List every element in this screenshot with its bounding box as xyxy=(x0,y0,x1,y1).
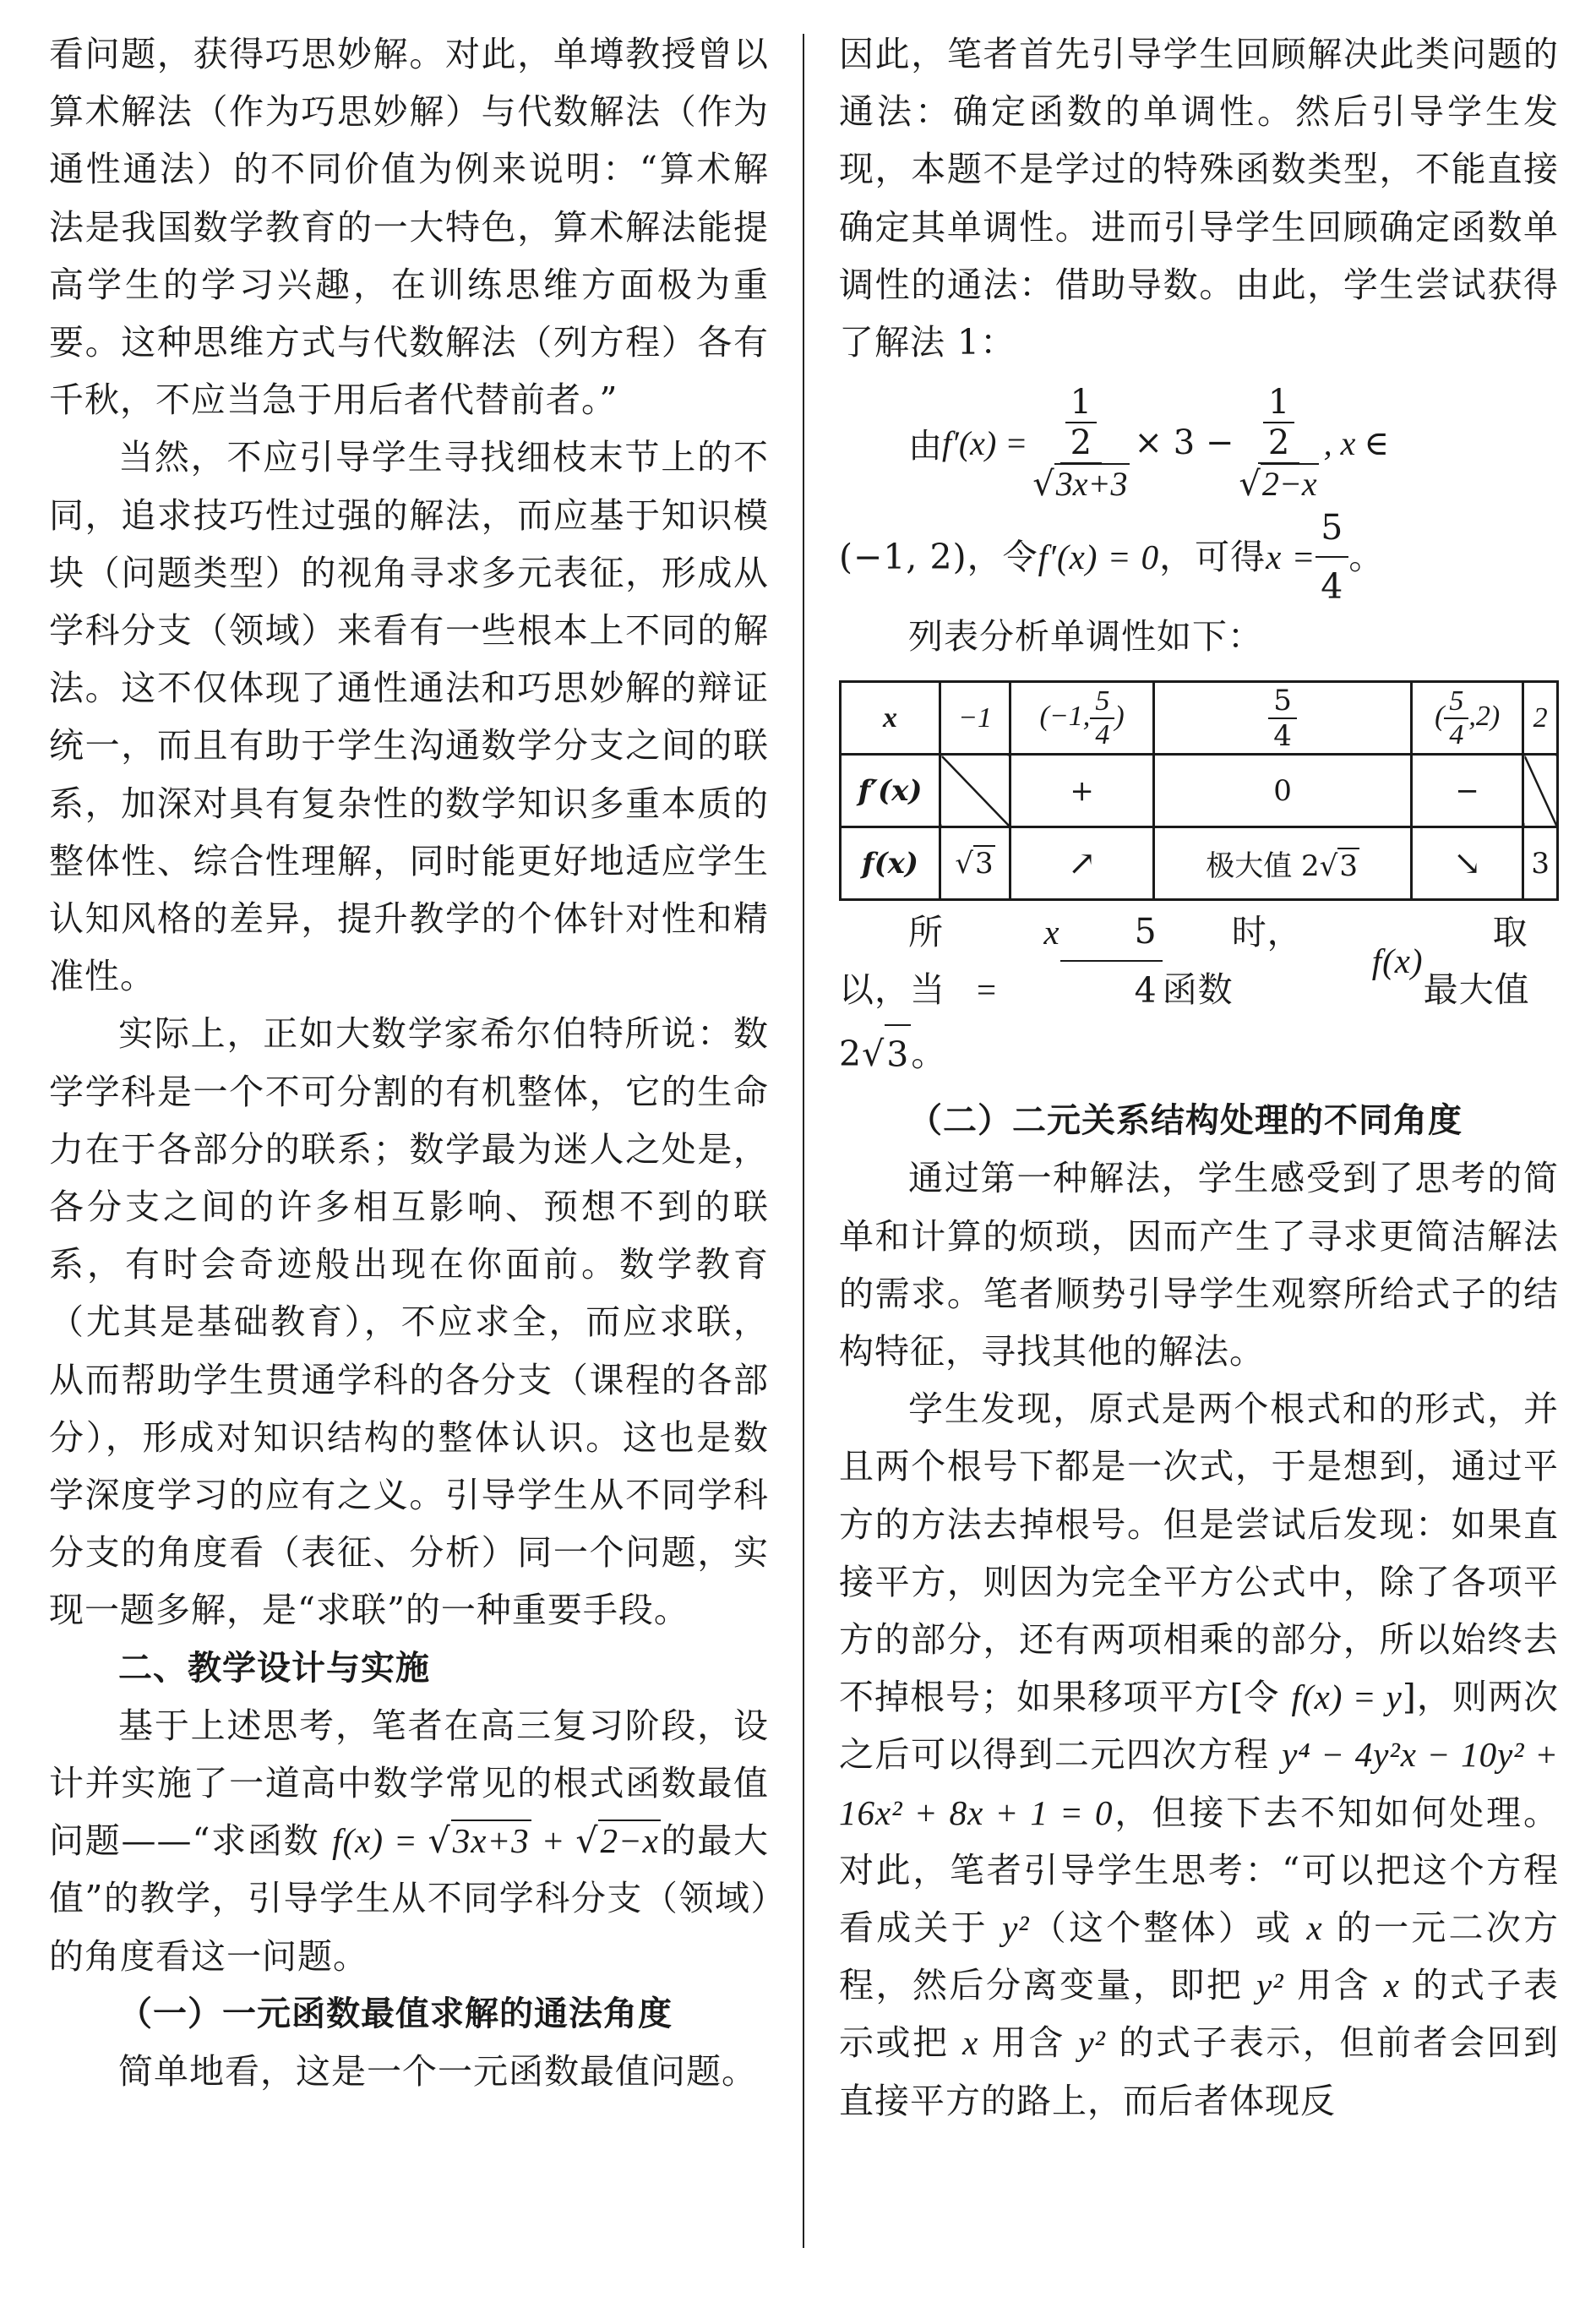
p3-f: 用含 xyxy=(1283,1965,1384,2006)
right-paragraph-2: 通过第一种解法，学生感受到了思考的简单和计算的烦琐，因而产生了寻求更简洁解法的需求。笔者顺势引导学生观察所给式子的结构特征，寻找其他的解法。 xyxy=(839,1158,1559,1372)
line2-text-b: ，可得 xyxy=(1159,537,1266,578)
cell-x-5: 2 xyxy=(1523,682,1558,755)
p3-x-1: x xyxy=(1306,1908,1323,1948)
p3-y2-a: y² xyxy=(1002,1908,1030,1948)
subheading-1: （一）一元函数最值求解的通法角度 xyxy=(118,1993,673,2033)
table-row-fprime xyxy=(841,755,1558,827)
fraction-2-denominator: √2−x xyxy=(1239,464,1317,504)
cell-f-1: √3 xyxy=(940,827,1010,900)
formula-tail: , x ∈ xyxy=(1323,423,1390,462)
half-1-den: 2 xyxy=(1070,423,1092,462)
half-1-num: 1 xyxy=(1065,383,1097,423)
line2-frac-num: 5 xyxy=(1315,499,1348,558)
section-heading: 二、教学设计与实施 xyxy=(118,1648,430,1688)
cell-x-2-a: −1, xyxy=(1049,700,1091,732)
cell-f-3: 极大值 2√3 xyxy=(1154,827,1412,900)
conclusion-a: 所以，当 xyxy=(839,912,945,1011)
formula-times3: × 3 − xyxy=(1134,423,1234,463)
p4-text-b: 的最大值”的教学，引导学生从不同学科分支（领域）的角度看这一问题。 xyxy=(49,1820,770,1977)
paragraph-3: 实际上，正如大数学家希尔伯特所说：数学学科是一个不可分割的有机整体，它的生命力在于各部分的联系；数学最为迷人之处是，各分支之间的许多相互影响、预想不到的联系，有时会奇迹般出现在你面前。数学教育（尤其是基础教育），不应求全，而应求联，从而帮助学生贯通学科的各分支（课程的各部分），形成对知识结构的整体认识。这也是数学深度学习的应有之义。引导学生从不同学科分支的角度看（表征、分析）同一个问题，实现一题多解，是“求联”的一种重要手段。 xyxy=(49,1013,769,1631)
p3-h: 用含 xyxy=(978,2022,1079,2064)
right-paragraph-1: 因此，笔者首先引导学生回顾解决此类问题的通法：确定函数的单调性。然后引导学生发现，本题不是学过的特殊函数类型，不能直接确定其单调性。进而引导学生回顾确定函数单调性的通法：借助导数。由此，学生尝试获得了解法 1： xyxy=(839,34,1559,363)
formula-line-2 xyxy=(839,506,1559,608)
cell-x-4-frac xyxy=(1444,685,1468,751)
p3-x-3: x xyxy=(962,2023,979,2063)
cell-f-5: 3 xyxy=(1523,827,1558,900)
p3-c: ，但接下去不知如何处理。对此，笔者引导学生思考：“可以把这个方程看成关于 xyxy=(839,1792,1559,1949)
cell-x-4: ( $\frac{5}{4}$ ,2) xyxy=(1412,682,1523,755)
cell-fprime-3: 0 xyxy=(1154,755,1412,827)
cell-f-3-radicand: 3 xyxy=(1339,849,1358,884)
p3-b: ]，则两次之后可以得到二元四次方程 xyxy=(839,1677,1560,1776)
conclusion-value: 2 √ 3 。 xyxy=(839,1016,1559,1092)
monotonicity-table xyxy=(839,680,1559,901)
p3-d: （这个整体）或 xyxy=(1029,1907,1307,1949)
paragraph-4 xyxy=(49,1697,769,1985)
line2-end: 。 xyxy=(1348,537,1385,578)
p4-text-a: 基于上述思考，笔者在高三复习阶段，设计并实施了一道高中数学常见的根式函数最值问题——“求函数 xyxy=(49,1705,769,1862)
cell-f-3-label: 极大值 2 xyxy=(1206,849,1320,884)
line2-frac-den: 4 xyxy=(1321,566,1344,608)
cell-x-3 xyxy=(1154,682,1412,755)
cell-x-3-den: 4 xyxy=(1273,718,1292,753)
table-row-f xyxy=(841,827,1558,900)
p4-func: f(x) = xyxy=(332,1821,428,1861)
left-column xyxy=(49,25,769,2100)
right-paragraph-3 xyxy=(839,1380,1559,2130)
decreasing-arrow-icon: ↘ xyxy=(1412,827,1523,900)
conclusion-b: 时，函数 xyxy=(1162,912,1303,1011)
derivative-formula xyxy=(839,379,1559,506)
cell-x-2-den: 4 xyxy=(1095,718,1110,750)
cell-fprime-5-diagonal xyxy=(1523,755,1558,827)
fraction-2 xyxy=(1234,383,1323,504)
paragraph-1: 看问题，获得巧思妙解。对此，单墫教授曾以算术解法（作为巧思妙解）与代数解法（作为通性通法）的不同价值为例来说明：“算术解法是我国数学教育的一大特色，算术解法能提高学生的学习兴趣，在训练思维方面极为重要。这种思维方式与代数解法（列方程）各有千秋，不应当急于用后者代替前者。” xyxy=(49,34,769,421)
fraction-2-numerator xyxy=(1258,383,1299,464)
column-divider xyxy=(803,34,804,2248)
cell-x-3-num: 5 xyxy=(1268,684,1297,719)
cell-x-4-den: 4 xyxy=(1449,718,1464,750)
increasing-arrow-icon: ↗ xyxy=(1010,827,1154,900)
conclusion-x: x = xyxy=(974,913,1060,1010)
cell-x-2: (−1, $\frac{5}{4}$ ) xyxy=(1010,682,1154,755)
cell-x-2-num: 5 xyxy=(1090,685,1114,719)
conclusion-line xyxy=(839,906,1559,1016)
paragraph-5: 简单地看，这是一个一元函数最值问题。 xyxy=(118,2050,757,2092)
cell-x-2-frac xyxy=(1090,685,1114,751)
p3-x-2: x xyxy=(1383,1966,1400,2005)
table-intro: 列表分析单调性如下： xyxy=(908,616,1263,657)
p4-plus: + xyxy=(531,1821,576,1861)
conclusion-f: f(x) xyxy=(1371,941,1424,981)
cell-x-4-num: 5 xyxy=(1444,685,1468,719)
cell-x-3-frac xyxy=(1268,684,1297,753)
fraction-1 xyxy=(1027,383,1134,504)
p4-root-sign-1: √ xyxy=(428,1820,451,1862)
conclusion-c: 取最大值 xyxy=(1423,912,1530,1011)
table-row-x xyxy=(841,682,1558,755)
line2-equation: f′(x) = 0 xyxy=(1038,537,1160,577)
p3-y2-b: y² xyxy=(1256,1966,1284,2005)
right-column xyxy=(839,25,1559,2130)
cell-fprime-1-diagonal xyxy=(940,755,1010,827)
p3-y2-c: y² xyxy=(1078,2023,1106,2063)
subheading-2: （二）二元关系结构处理的不同角度 xyxy=(908,1100,1463,1141)
half-2-num: 1 xyxy=(1263,383,1294,423)
p3-quartic-equation: y⁴ − 4y²x − 10y² + 16x² + 8x + 1 = 0 xyxy=(839,1735,1559,1832)
p4-radicand-1: 3x+3 xyxy=(452,1821,530,1861)
p3-i: 的式子表示，但前者会回到直接平方的路上，而后者体现反 xyxy=(839,2022,1559,2121)
p3-substitution: f(x) = y xyxy=(1291,1678,1403,1717)
p3-e: 的一元二次方程，然后分离变量，即把 xyxy=(839,1907,1559,2006)
fraction-1-numerator xyxy=(1060,383,1102,464)
line2-x: x = xyxy=(1266,537,1316,577)
fraction-1-denominator: √3x+3 xyxy=(1032,464,1128,504)
cell-x-1: −1 xyxy=(940,682,1010,755)
conclusion-val-coef: 2 xyxy=(839,1034,863,1075)
conclusion-frac-den: 4 xyxy=(1134,970,1158,1012)
conclusion-end: 。 xyxy=(911,1034,947,1075)
half-2 xyxy=(1263,383,1294,462)
p3-a: 学生发现，原式是两个根式和的形式，并且两个根号下都是一次式，于是想到，通过平方的方法去掉根号。但是尝试后发现：如果直接平方，则因为完全平方公式中，除了各项平方的部分，还有两项相乘的部分，所以始终去不掉根号；如果移项平方[令 xyxy=(839,1389,1559,1718)
half-1 xyxy=(1065,383,1097,462)
row-label-x: x xyxy=(841,682,940,755)
conclusion-frac-num: 5 xyxy=(1060,903,1163,962)
row-label-f: f(x) xyxy=(841,827,940,900)
row-label-fprime: f′(x) xyxy=(841,755,940,827)
cell-x-4-b: ,2 xyxy=(1468,700,1490,732)
cell-f-1-radicand: 3 xyxy=(975,846,994,881)
p4-radicand-2: 2−x xyxy=(600,1821,659,1861)
formula-lhs: f′(x) = xyxy=(942,423,1028,462)
p4-root-sign-2: √ xyxy=(575,1820,599,1862)
formula-prefix: 由 xyxy=(908,426,942,466)
line2-text-a: (−1, 2)，令 xyxy=(839,537,1038,578)
fraction-1-radicand: 3x+3 xyxy=(1055,464,1128,503)
cell-fprime-2: + xyxy=(1010,755,1154,827)
conclusion-fraction xyxy=(1060,903,1163,1019)
p3-g: 的式子表示或把 xyxy=(839,1965,1559,2064)
fraction-2-radicand: 2−x xyxy=(1261,464,1317,503)
paragraph-2: 当然，不应引导学生寻找细枝末节上的不同，追求技巧性过强的解法，而应基于知识模块（问题类型）的视角寻求多元表征，形成从学科分支（领域）来看有一些根本上不同的解法。这不仅体现了通性通法和巧思妙解的辩证统一，而且有助于学生沟通数学分支之间的联系，加深对具有复杂性的数学知识多重本质的整体性、综合性理解，同时能更好地适应学生认知风格的差异，提升教学的个体针对性和精准性。 xyxy=(49,437,769,997)
half-2-den: 2 xyxy=(1267,423,1290,462)
line2-fraction xyxy=(1315,499,1348,615)
cell-fprime-4: − xyxy=(1412,755,1523,827)
conclusion-val-radicand: 3 xyxy=(885,1024,911,1083)
